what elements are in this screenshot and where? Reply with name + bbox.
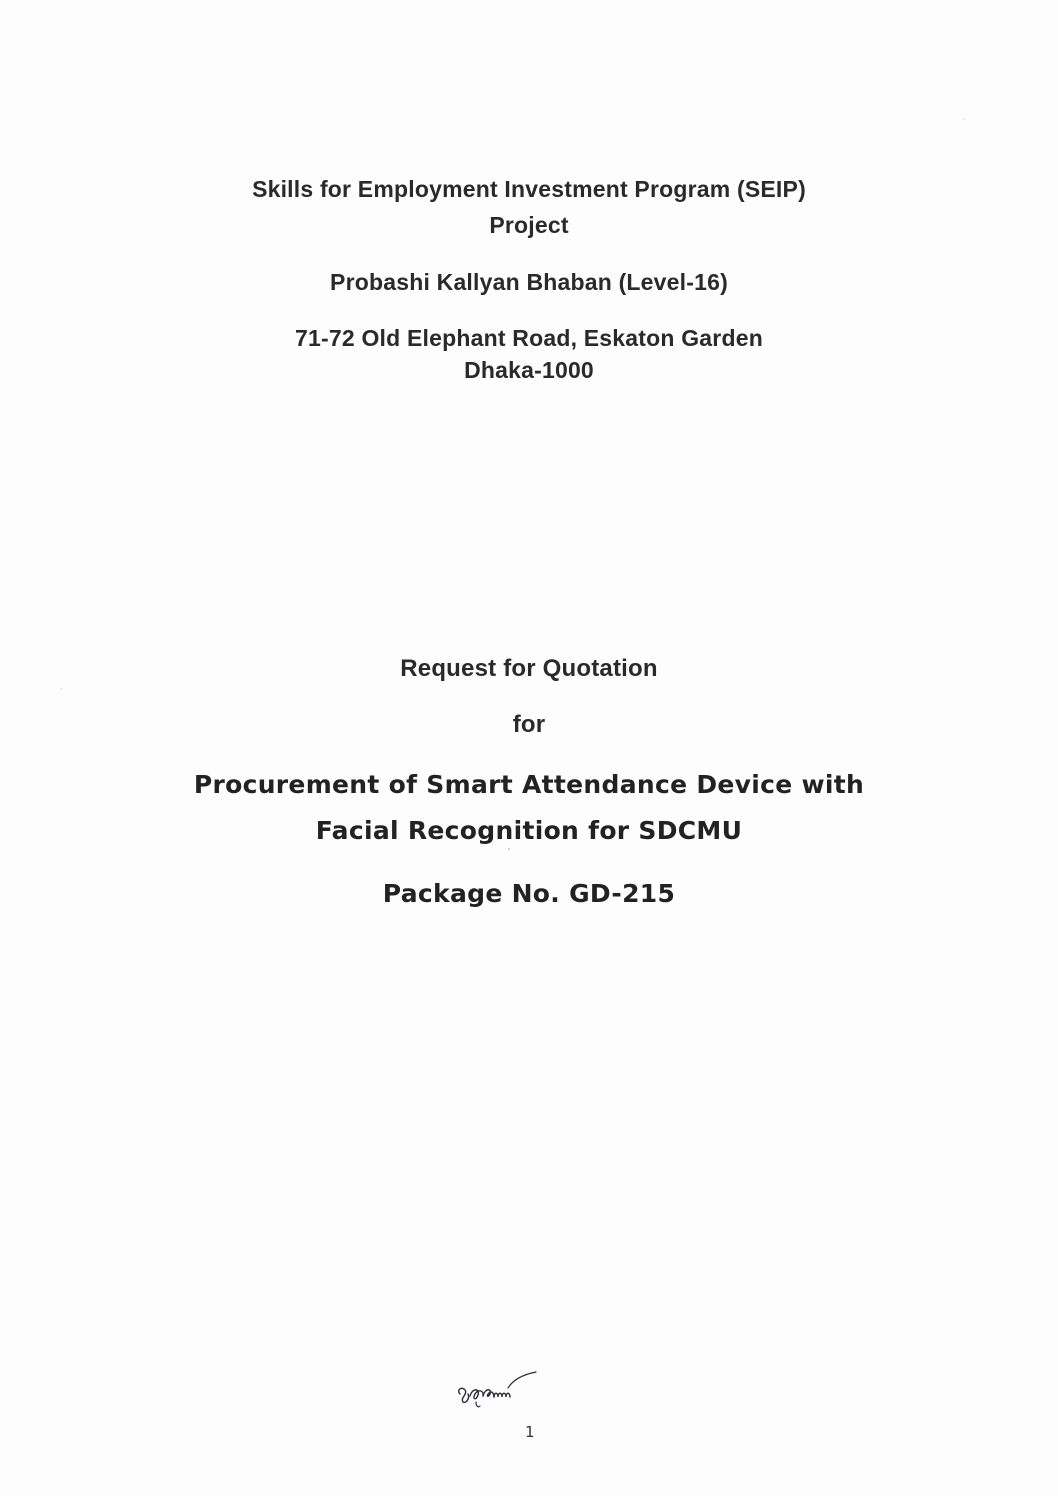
procurement-title-line2: Facial Recognition for SDCMU (315, 816, 743, 845)
handwritten-signature-icon (452, 1368, 542, 1418)
scan-speck (508, 848, 510, 850)
address-line2: Dhaka-1000 (464, 357, 594, 383)
rfq-heading: Request for Quotation (400, 655, 658, 682)
procurement-title-line1: Procurement of Smart Attendance Device with (193, 770, 865, 799)
package-number: Package No. GD-215 (382, 879, 676, 908)
program-name-line2: Project (489, 212, 569, 238)
page-number: 1 (525, 1423, 535, 1441)
rfq-connector: for (512, 711, 546, 738)
building-name: Probashi Kallyan Bhaban (Level-16) (330, 269, 728, 295)
scan-speck (60, 688, 62, 690)
address-line1: 71-72 Old Elephant Road, Eskaton Garden (295, 325, 763, 351)
program-name-line1: Skills for Employment Investment Program (SEIP) (252, 176, 806, 202)
scan-speck (963, 118, 965, 120)
